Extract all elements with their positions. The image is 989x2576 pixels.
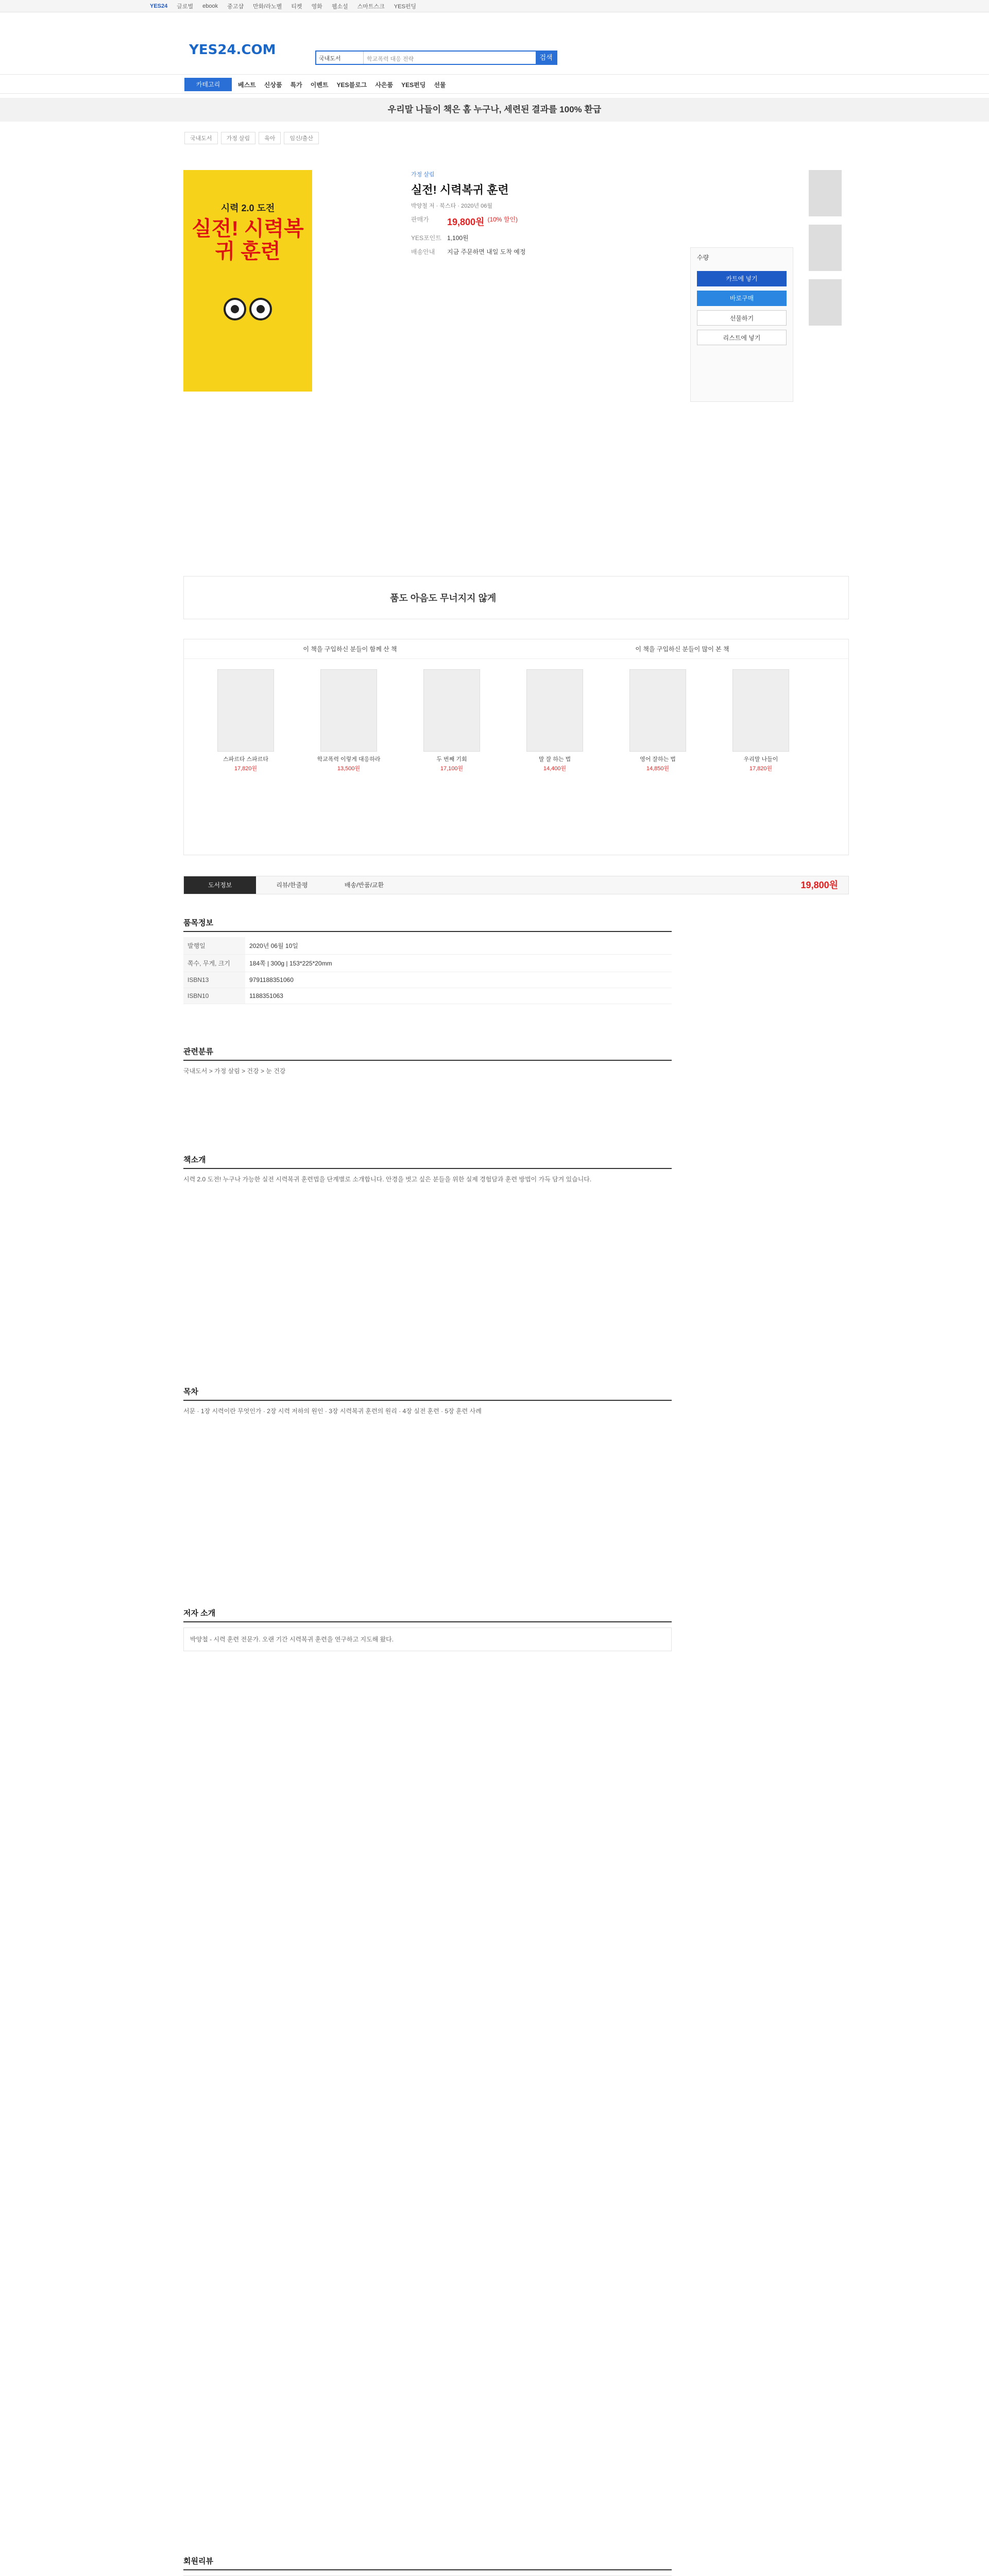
side-ad-1[interactable]	[809, 170, 842, 216]
toc-title: 목차	[183, 1386, 672, 1401]
crumb-2[interactable]: 가정 살림	[221, 132, 256, 144]
product-meta: 박양철 저 · 북스타 · 2020년 06월	[411, 203, 493, 209]
book-thumb	[320, 669, 377, 752]
rec-price: 13,500원	[337, 766, 361, 772]
tab-ebook[interactable]: ebook	[202, 3, 218, 9]
crumb-1[interactable]: 국내도서	[184, 132, 218, 144]
spec-title: 품목정보	[183, 917, 672, 932]
buy-box	[690, 247, 793, 402]
tab-smart[interactable]: 스마트스크	[357, 4, 385, 10]
tab-funding[interactable]: YES펀딩	[394, 4, 417, 10]
wish-button[interactable]: 리스트에 넣기	[697, 330, 787, 345]
cover-subtitle: 시력 2.0 도전	[220, 203, 275, 213]
ad-text: 품도 아음도 무너지지 않게	[390, 593, 497, 603]
product-spec	[183, 917, 672, 1004]
search-category[interactable]: 국내도서	[316, 52, 364, 64]
book-thumb	[629, 669, 686, 752]
delivery-value: 지금 주문하면 내일 도착 예정	[447, 248, 526, 256]
spec-key: ISBN10	[183, 988, 245, 1004]
discount: (10% 할인)	[487, 216, 518, 223]
spec-value: 184쪽 | 300g | 153*225*20mm	[249, 960, 332, 967]
rec-item[interactable]	[199, 669, 292, 772]
author-text: 박양철 - 시력 훈련 전문가. 오랜 기간 시력복귀 훈련을 연구하고 지도해 왔다.	[183, 1628, 672, 1651]
gift-button[interactable]: 선물하기	[697, 310, 787, 326]
rec-price: 17,820원	[234, 766, 258, 772]
tab-yes24[interactable]: YES24	[150, 3, 168, 9]
rec-tab-bought[interactable]: 이 책을 구입하신 분들이 함께 산 책	[184, 639, 516, 659]
book-intro	[183, 1154, 672, 1184]
rec-price: 14,850원	[646, 766, 670, 772]
nav-event[interactable]: 이벤트	[310, 81, 329, 89]
spec-key: ISBN13	[183, 972, 245, 988]
rec-price: 14,400원	[543, 766, 567, 772]
tab-price: 19,800원	[800, 880, 838, 890]
nav-best[interactable]: 베스트	[238, 81, 256, 89]
related-category	[183, 1046, 672, 1076]
book-cover[interactable]	[183, 170, 312, 392]
rec-name: 두 번째 기회	[436, 756, 467, 762]
spec-key: 쪽수, 무게, 크기	[183, 955, 245, 972]
review-title: 회원리뷰	[183, 2555, 672, 2570]
spec-key: 발행일	[183, 937, 245, 954]
price-value: 19,800원	[447, 217, 485, 227]
crumb-3[interactable]: 육아	[259, 132, 281, 144]
right-column	[809, 170, 850, 334]
qty-label: 수량	[697, 254, 709, 261]
related-text[interactable]: 국내도서 > 가정 살림 > 건강 > 눈 건강	[183, 1067, 286, 1075]
top-bar	[0, 0, 989, 12]
recommendations	[183, 639, 849, 855]
product-info	[411, 170, 679, 256]
search-button[interactable]: 검색	[536, 52, 556, 64]
tab-ship[interactable]: 배송/반품/교환	[344, 882, 384, 889]
product-category[interactable]: 가정 살림	[411, 172, 435, 178]
cover-face-icon	[219, 289, 276, 330]
rec-item[interactable]	[714, 669, 807, 772]
buy-button[interactable]: 바로구매	[697, 291, 787, 306]
spec-value: 1188351063	[249, 992, 283, 999]
logo[interactable]: YES24.COM	[189, 42, 276, 58]
breadcrumb	[184, 132, 319, 144]
toc-text: 서문 · 1장 시력이란 무엇인가 · 2장 시력 저하의 원인 · 3장 시력복귀 훈련의 원리 · 4장 실전 훈련 · 5장 훈련 사례	[183, 1408, 482, 1415]
intro-text: 시력 2.0 도전! 누구나 가능한 실전 시력복귀 훈련법을 단계별로 소개합니다. 안경을 벗고 싶은 분들을 위한 실제 경험담과 훈련 방법이 가득 담겨 있습니다.	[183, 1176, 592, 1183]
review-section	[183, 2555, 672, 2576]
cover-title: 실전! 시력복귀 훈련	[192, 217, 304, 263]
price-label: 판매가	[411, 216, 429, 223]
nav-new[interactable]: 신상품	[264, 81, 282, 89]
search-input[interactable]: 학교폭력 대응 전략	[367, 56, 414, 62]
side-ad-2[interactable]	[809, 225, 842, 271]
tab-global[interactable]: 글로벌	[177, 4, 194, 10]
nav-present[interactable]: 선물	[434, 81, 446, 89]
tab-comic[interactable]: 만화/라노벨	[253, 4, 282, 10]
tab-used[interactable]: 중고샵	[227, 4, 244, 10]
toc	[183, 1386, 672, 1416]
rec-price: 17,820원	[749, 766, 773, 772]
book-thumb	[217, 669, 274, 752]
rec-name: 영어 잘하는 법	[640, 756, 676, 762]
rec-item[interactable]	[405, 669, 498, 772]
book-thumb	[526, 669, 583, 752]
main-nav	[0, 74, 989, 94]
spec-value: 2020년 06월 10일	[249, 942, 298, 950]
tab-movie[interactable]: 영화	[311, 4, 322, 10]
promo-banner[interactable]: 우리말 나들이 책은 홈 누구나, 세련된 결과를 100% 환급	[0, 98, 989, 122]
delivery-label: 배송안내	[411, 248, 435, 256]
author-title: 저자 소개	[183, 1607, 672, 1622]
header	[0, 12, 989, 74]
rec-name: 말 잘 하는 법	[538, 756, 571, 762]
rec-name: 학교폭력 이렇게 대응하라	[317, 756, 381, 762]
rec-name: 우리말 나들이	[743, 756, 778, 762]
related-title: 관련분류	[183, 1046, 672, 1061]
nav-gift[interactable]: 사은품	[375, 81, 394, 89]
cart-button[interactable]: 카트에 넣기	[697, 271, 787, 286]
rec-name: 스파르타 스파르타	[223, 756, 269, 762]
rec-item[interactable]	[508, 669, 601, 772]
detail-tabs	[183, 876, 849, 894]
book-thumb	[423, 669, 480, 752]
tab-review[interactable]: 리뷰/한줄평	[276, 882, 308, 889]
search-bar	[315, 50, 557, 65]
tab-webnovel[interactable]: 웹소설	[331, 4, 348, 10]
spec-value: 9791188351060	[249, 976, 294, 984]
nav-sale[interactable]: 특가	[290, 81, 302, 89]
book-thumb	[732, 669, 789, 752]
ad-banner[interactable]	[183, 576, 849, 619]
tab-info[interactable]: 도서정보	[184, 876, 256, 894]
tab-ticket[interactable]: 티켓	[291, 4, 302, 10]
rec-item[interactable]	[302, 669, 395, 772]
point-label: YES포인트	[411, 234, 441, 242]
side-ad-3[interactable]	[809, 279, 842, 326]
nav-funding[interactable]: YES펀딩	[401, 81, 426, 89]
rec-item[interactable]	[611, 669, 704, 772]
category-button[interactable]: 카테고리	[184, 78, 232, 91]
point-value: 1,100원	[447, 234, 469, 242]
crumb-4[interactable]: 임신/출산	[284, 132, 319, 144]
intro-title: 책소개	[183, 1154, 672, 1169]
rec-price: 17,100원	[440, 766, 464, 772]
product-title: 실전! 시력복귀 훈련	[411, 183, 509, 196]
author-section	[183, 1607, 672, 1651]
nav-blog[interactable]: YES블로그	[336, 81, 367, 89]
rec-tab-viewed[interactable]: 이 책을 구입하신 분들이 많이 본 책	[516, 639, 848, 659]
